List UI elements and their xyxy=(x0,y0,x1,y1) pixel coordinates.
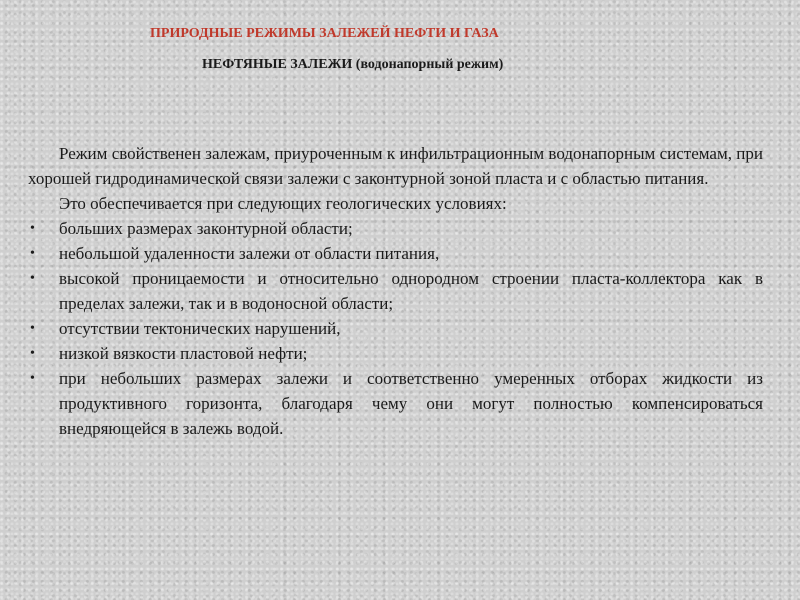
slide-body xyxy=(28,141,763,441)
bullet-icon: • xyxy=(30,346,35,361)
list-item xyxy=(28,266,763,316)
bullet-icon: • xyxy=(30,271,35,286)
list-item xyxy=(28,316,763,341)
list-item xyxy=(28,341,763,366)
list-item-text: высокой проницаемости и относительно однородном строении пласта-коллектора как в пределах залежи, так и в водоносной области; xyxy=(59,269,763,313)
list-item xyxy=(28,366,763,441)
list-item xyxy=(28,241,763,266)
intro-paragraph: Режим свойственен залежам, приуроченным к инфильтрационным водонапорным системам, при хорошей гидродинамической связи залежи с законтурной зоной пласта и с областью питания. xyxy=(28,144,763,188)
bullet-icon: • xyxy=(30,371,35,386)
bullet-icon: • xyxy=(30,246,35,261)
slide-title: ПРИРОДНЫЕ РЕЖИМЫ ЗАЛЕЖЕЙ НЕФТИ И ГАЗА xyxy=(150,26,499,41)
list-item-text: больших размерах законтурной области; xyxy=(59,219,353,238)
list-item-text: отсутствии тектонических нарушений, xyxy=(59,319,341,338)
bullet-icon: • xyxy=(30,321,35,336)
list-item xyxy=(28,216,763,241)
list-item-text: небольшой удаленности залежи от области питания, xyxy=(59,244,440,263)
list-item-text: при небольших размерах залежи и соответственно умеренных отборах жидкости из продуктивного горизонта, благодаря чему они могут полностью компенсироваться внедряющейся в залежь водой. xyxy=(59,369,763,438)
conditions-lead: Это обеспечивается при следующих геологических условиях: xyxy=(59,194,507,213)
conditions-list xyxy=(28,216,763,441)
bullet-icon: • xyxy=(30,221,35,236)
list-item-text: низкой вязкости пластовой нефти; xyxy=(59,344,308,363)
slide-subtitle: НЕФТЯНЫЕ ЗАЛЕЖИ (водонапорный режим) xyxy=(202,57,504,72)
